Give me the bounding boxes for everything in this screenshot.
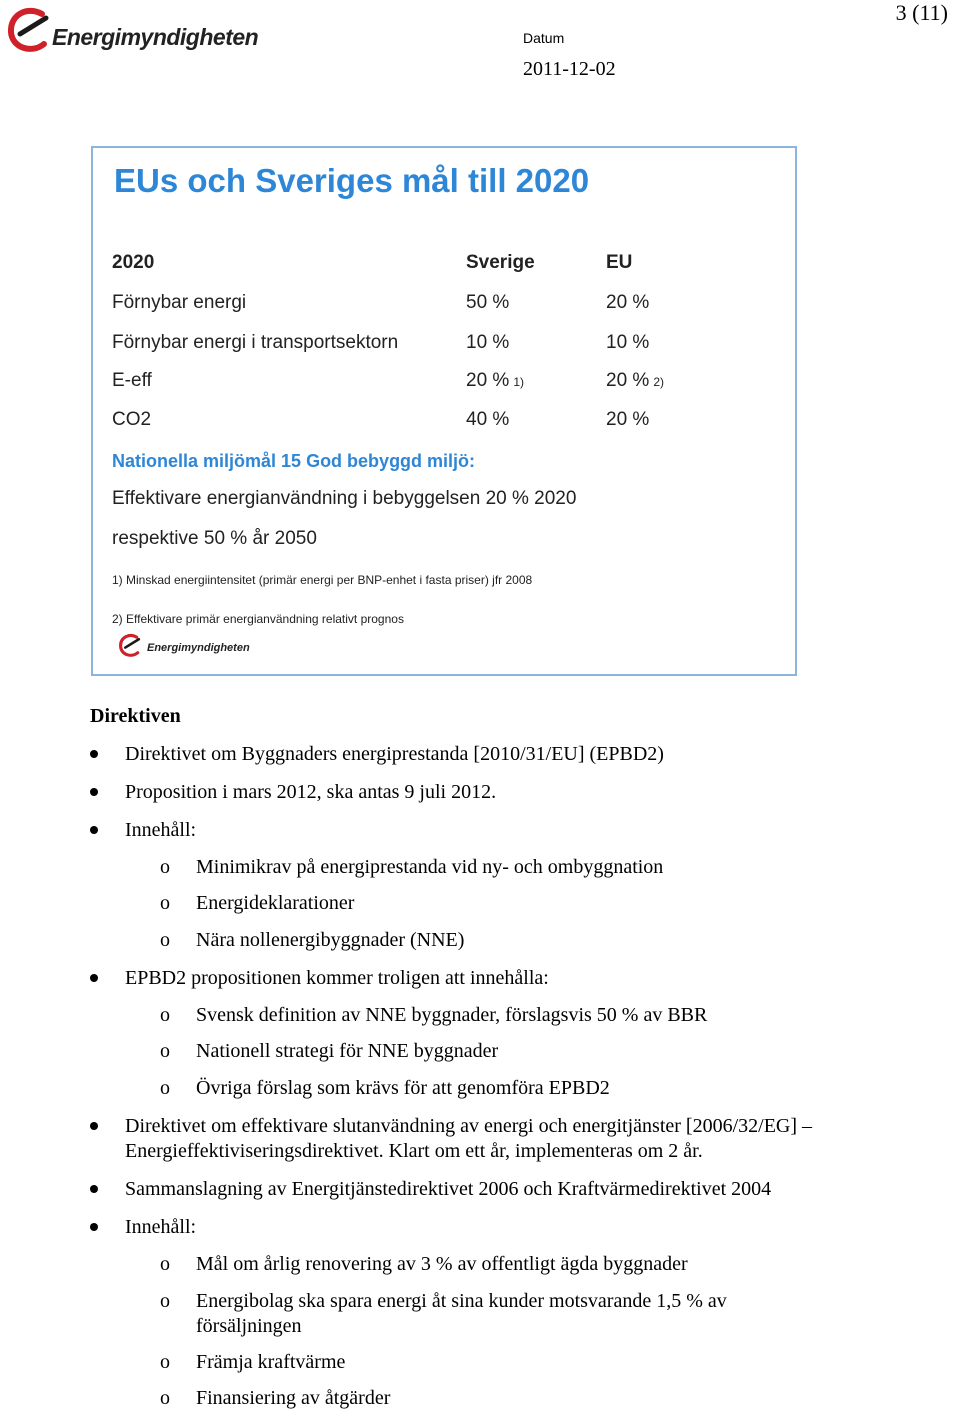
sub-bullet-icon: o bbox=[160, 1004, 170, 1026]
list-item: Sammanslagning av Energitjänstedirektivet 2006 och Kraftvärmedirektivet 2004 bbox=[125, 1178, 772, 1200]
slide-logo-text: Energimyndigheten bbox=[147, 642, 250, 654]
sub-bullet-icon: o bbox=[160, 1077, 170, 1099]
national-goals-heading: Nationella miljömål 15 God bebyggd miljö: bbox=[112, 451, 476, 471]
slide-logo bbox=[117, 632, 250, 660]
list-item: EPBD2 propositionen kommer troligen att innehålla: bbox=[125, 967, 549, 989]
footnote-ref: 2) bbox=[653, 375, 664, 389]
sub-bullet-icon: o bbox=[160, 1290, 170, 1312]
sub-list-item: Mål om årlig renovering av 3 % av offentligt ägda byggnader bbox=[196, 1253, 688, 1275]
sub-list-item: Svensk definition av NNE byggnader, förslagsvis 50 % av BBR bbox=[196, 1004, 708, 1026]
bullet-icon bbox=[90, 750, 98, 758]
table-cell-eu: 20 % bbox=[606, 409, 650, 430]
table-cell-eu: 10 % bbox=[606, 332, 650, 353]
table-cell-sverige: 40 % bbox=[466, 409, 510, 430]
sub-list-item: Nationell strategi för NNE byggnader bbox=[196, 1040, 499, 1062]
table-cell-eu bbox=[606, 370, 664, 392]
slide-title: EUs och Sveriges mål till 2020 bbox=[114, 162, 590, 199]
page-number: 3 (11) bbox=[895, 0, 948, 25]
slide-footnote: 2) Effektivare primär energianvändning relativt prognos bbox=[112, 612, 404, 626]
sub-bullet-icon: o bbox=[160, 856, 170, 878]
date-label: Datum bbox=[523, 30, 565, 46]
energimyndigheten-logo bbox=[6, 4, 258, 58]
table-row-label: E-eff bbox=[112, 370, 152, 391]
sub-list-item: Minimikrav på energiprestanda vid ny- och ombyggnation bbox=[196, 856, 664, 878]
table-cell-sverige: 10 % bbox=[466, 332, 510, 353]
bullet-icon bbox=[90, 826, 98, 834]
list-item-continuation: Energieffektiviseringsdirektivet. Klart om ett år, implementeras om 2 år. bbox=[125, 1140, 703, 1162]
table-cell-value: 20 % bbox=[606, 370, 650, 391]
sub-list-item: Främja kraftvärme bbox=[196, 1351, 346, 1373]
bullet-icon bbox=[90, 974, 98, 982]
table-cell-eu: 20 % bbox=[606, 292, 650, 313]
logo-swoosh-icon bbox=[117, 632, 145, 660]
sub-list-item: Övriga förslag som krävs för att genomföra EPBD2 bbox=[196, 1077, 610, 1099]
list-item: Innehåll: bbox=[125, 1216, 197, 1238]
list-item: Proposition i mars 2012, ska antas 9 juli 2012. bbox=[125, 781, 497, 803]
bullet-icon bbox=[90, 788, 98, 796]
sub-bullet-icon: o bbox=[160, 1040, 170, 1062]
bullet-icon bbox=[90, 1223, 98, 1231]
table-cell-value: 20 % bbox=[466, 370, 510, 391]
sub-bullet-icon: o bbox=[160, 1351, 170, 1373]
table-header-year: 2020 bbox=[112, 252, 155, 273]
sub-list-item: Finansiering av åtgärder bbox=[196, 1387, 391, 1409]
list-item: Direktivet om effektivare slutanvändning av energi och energitjänster [2006/32/EG] – bbox=[125, 1115, 813, 1137]
table-row-label: Förnybar energi i transportsektorn bbox=[112, 332, 399, 353]
goals-slide bbox=[91, 146, 797, 676]
sub-bullet-icon: o bbox=[160, 1253, 170, 1275]
logo-swoosh-icon bbox=[6, 4, 56, 58]
table-row-label: CO2 bbox=[112, 409, 152, 430]
footnote-ref: 1) bbox=[513, 375, 524, 389]
list-item: Innehåll: bbox=[125, 819, 197, 841]
table-cell-sverige: 50 % bbox=[466, 292, 510, 313]
list-item: Direktivet om Byggnaders energiprestanda [2010/31/EU] (EPBD2) bbox=[125, 743, 664, 765]
sub-list-item: Nära nollenergibyggnader (NNE) bbox=[196, 929, 465, 951]
national-goals-line: Effektivare energianvändning i bebyggelsen 20 % 2020 bbox=[112, 488, 577, 509]
sub-list-item-continuation: försäljningen bbox=[196, 1315, 302, 1337]
date-value: 2011-12-02 bbox=[523, 58, 616, 80]
slide-footnote: 1) Minskad energiintensitet (primär energi per BNP-enhet i fasta priser) jfr 2008 bbox=[112, 573, 533, 587]
sub-list-item: Energideklarationer bbox=[196, 892, 355, 914]
logo-text: Energimyndigheten bbox=[52, 23, 259, 50]
table-row-label: Förnybar energi bbox=[112, 292, 247, 313]
bullet-icon bbox=[90, 1185, 98, 1193]
section-heading: Direktiven bbox=[90, 705, 181, 727]
table-header-sverige: Sverige bbox=[466, 252, 535, 273]
sub-list-item: Energibolag ska spara energi åt sina kunder motsvarande 1,5 % av bbox=[196, 1290, 727, 1312]
sub-bullet-icon: o bbox=[160, 1387, 170, 1409]
bullet-icon bbox=[90, 1122, 98, 1130]
national-goals-line: respektive 50 % år 2050 bbox=[112, 528, 317, 549]
table-cell-sverige bbox=[466, 370, 524, 392]
sub-bullet-icon: o bbox=[160, 892, 170, 914]
table-header-eu: EU bbox=[606, 252, 633, 273]
sub-bullet-icon: o bbox=[160, 929, 170, 951]
